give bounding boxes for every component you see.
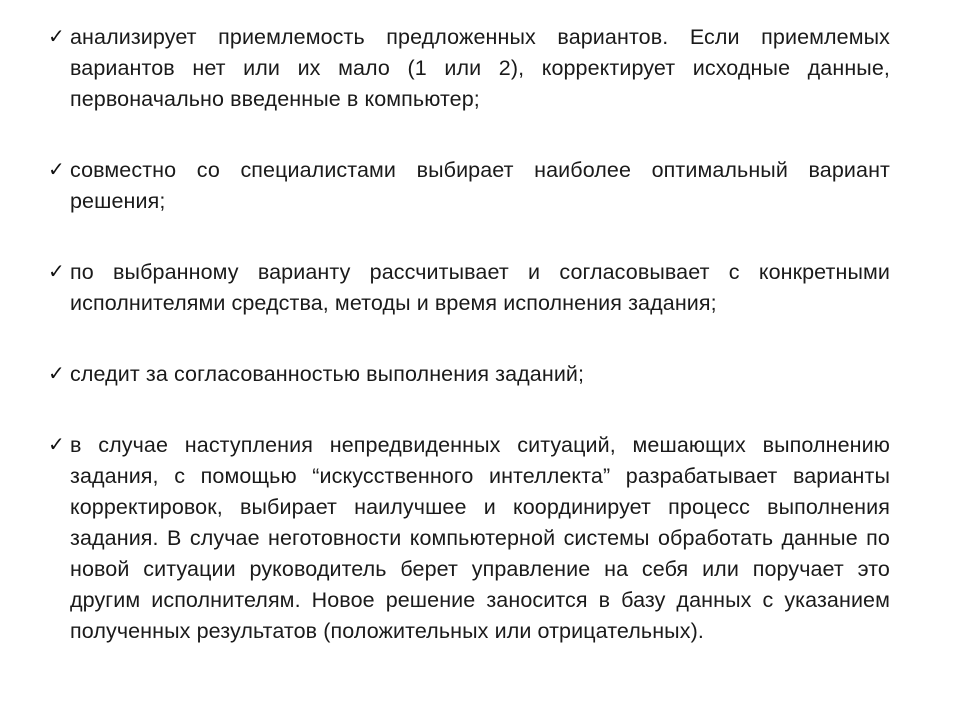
checkmark-icon: ✓ — [48, 261, 65, 283]
bullet-list — [48, 22, 890, 647]
list-item — [48, 430, 890, 647]
list-item-text: следит за согласованностью выполнения заданий; — [70, 362, 585, 386]
list-item — [48, 359, 890, 390]
list-item — [48, 257, 890, 319]
checkmark-icon: ✓ — [48, 159, 65, 181]
list-item-text: по выбранному варианту рассчитывает и согласовывает с конкретными исполнителями средства, методы и время исполнения задания; — [70, 260, 890, 315]
checkmark-icon: ✓ — [48, 363, 65, 385]
list-item — [48, 22, 890, 115]
list-item-text: совместно со специалистами выбирает наиболее оптимальный вариант решения; — [70, 158, 890, 213]
checkmark-icon: ✓ — [48, 26, 65, 48]
list-item-text: анализирует приемлемость предложенных вариантов. Если приемлемых вариантов нет или их мало (1 или 2), корректирует исходные данные, первоначально введенные в компьютер; — [70, 25, 890, 111]
checkmark-icon: ✓ — [48, 434, 65, 456]
list-item-text: в случае наступления непредвиденных ситуаций, мешающих выполнению задания, с помощью “искусственного интеллекта” разрабатывает варианты корректировок, выбирает наилучшее и координирует процесс выполнения задания. В случае неготовности компьютерной системы обработать данные по новой ситуации руководитель берет управление на себя или поручает это другим исполнителям. Новое решение заносится в базу данных с указанием полученных результатов (положительных или отрицательных). — [70, 433, 890, 643]
list-item — [48, 155, 890, 217]
